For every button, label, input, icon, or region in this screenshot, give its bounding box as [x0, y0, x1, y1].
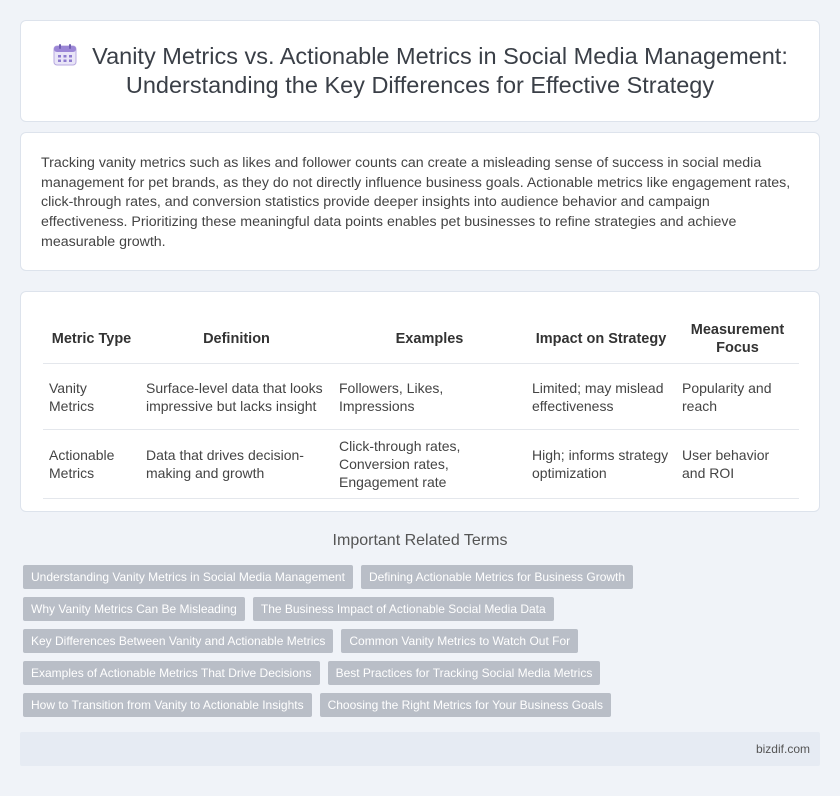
footer	[20, 732, 820, 766]
table-row	[43, 430, 799, 499]
cell-measurement-focus: Popularity and reach	[676, 364, 799, 430]
table-card	[20, 291, 820, 512]
cell-definition: Surface-level data that looks impressive but lacks insight	[140, 364, 333, 430]
related-term-link[interactable]: Why Vanity Metrics Can Be Misleading	[23, 597, 245, 621]
related-term-link[interactable]: Examples of Actionable Metrics That Drive Decisions	[23, 661, 320, 685]
related-term-link[interactable]: How to Transition from Vanity to Actionable Insights	[23, 693, 312, 717]
title-card	[20, 20, 820, 122]
related-terms-row	[23, 629, 823, 653]
related-term-link[interactable]: Common Vanity Metrics to Watch Out For	[341, 629, 578, 653]
header-impact: Impact on Strategy	[526, 315, 676, 364]
cell-examples: Followers, Likes, Impressions	[333, 364, 526, 430]
related-term-link[interactable]: Best Practices for Tracking Social Media Metrics	[328, 661, 601, 685]
calendar-icon	[52, 43, 78, 67]
related-terms-row	[23, 661, 823, 685]
cell-impact: High; informs strategy optimization	[526, 430, 676, 499]
page-title	[41, 42, 799, 100]
header-metric-type: Metric Type	[43, 315, 140, 364]
intro-card	[20, 132, 820, 271]
cell-impact: Limited; may mislead effectiveness	[526, 364, 676, 430]
header-definition: Definition	[140, 315, 333, 364]
related-term-link[interactable]: Key Differences Between Vanity and Actionable Metrics	[23, 629, 333, 653]
related-terms-row	[23, 597, 823, 621]
cell-measurement-focus: User behavior and ROI	[676, 430, 799, 499]
header-examples: Examples	[333, 315, 526, 364]
table-row	[43, 364, 799, 430]
related-term-link[interactable]: Choosing the Right Metrics for Your Business Goals	[320, 693, 611, 717]
comparison-table	[43, 315, 799, 499]
table-header-row	[43, 315, 799, 364]
cell-metric-type: Vanity Metrics	[43, 364, 140, 430]
header-measurement-focus: Measurement Focus	[676, 315, 799, 364]
related-term-link[interactable]: The Business Impact of Actionable Social Media Data	[253, 597, 554, 621]
related-terms-heading: Important Related Terms	[332, 532, 508, 549]
cell-metric-type: Actionable Metrics	[43, 430, 140, 499]
footer-site-link[interactable]: bizdif.com	[755, 742, 810, 756]
cell-definition: Data that drives decision-making and growth	[140, 430, 333, 499]
page-title-text: Vanity Metrics vs. Actionable Metrics in Social Media Management: Understanding the Key Differences for Effective Strategy	[92, 43, 788, 98]
related-term-link[interactable]: Defining Actionable Metrics for Business Growth	[361, 565, 633, 589]
intro-paragraph: Tracking vanity metrics such as likes and follower counts can create a misleading sense of success in social media management for pet brands, as they do not directly influence business goals. Actionable metrics like engagement rates, click-through rates, and conversion statistics provide deeper insights into audience behavior and campaign effectiveness. Prioritizing these meaningful data points enables pet businesses to refine strategies and achieve measurable growth.	[41, 155, 791, 250]
related-terms-row	[23, 565, 823, 589]
related-terms-list	[23, 565, 823, 725]
related-terms-row	[23, 693, 823, 717]
related-term-link[interactable]: Understanding Vanity Metrics in Social Media Management	[23, 565, 353, 589]
cell-examples: Click-through rates, Conversion rates, Engagement rate	[333, 430, 526, 499]
